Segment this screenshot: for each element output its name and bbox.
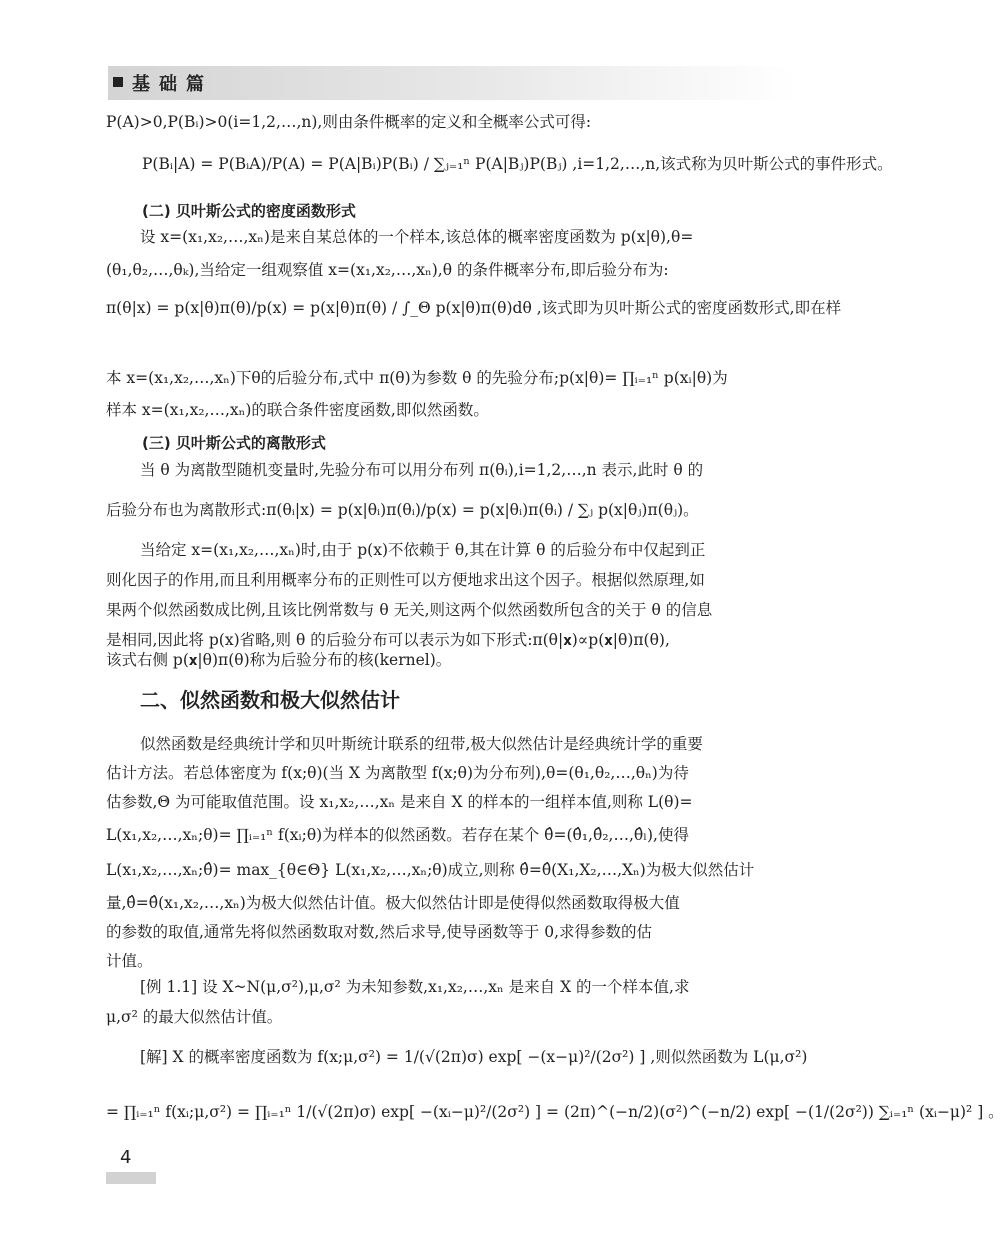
section-title: 二、似然函数和极大似然估计: [140, 688, 400, 712]
footer-bar: [106, 1172, 156, 1184]
running-header: 基础篇: [132, 74, 213, 95]
subheading: (三) 贝叶斯公式的离散形式: [142, 434, 326, 452]
text-line: 当给定 x=(x₁,x₂,…,xₙ)时,由于 p(x)不依赖于 θ,其在计算 θ 的后验分布中仅起到正: [140, 541, 706, 559]
text-line: 该式右侧 p(𝐱|θ)π(θ)称为后验分布的核(kernel)。: [106, 651, 452, 669]
formula-line: L(x₁,x₂,…,xₙ;θ̂)= max_{θ∈Θ} L(x₁,x₂,…,xₙ;θ)成立,则称 θ̂=θ̂(X₁,X₂,…,Xₙ)为极大似然估计: [106, 861, 755, 879]
text-line: 的参数的取值,通常先将似然函数取对数,然后求导,使导函数等于 0,求得参数的估: [106, 923, 652, 941]
text-line: P(A)>0,P(Bᵢ)>0(i=1,2,…,n),则由条件概率的定义和全概率公式可得:: [106, 113, 592, 131]
solution-line: [解] X 的概率密度函数为 f(x;μ,σ²) = 1/(√(2π)σ) exp[ −(x−μ)²/(2σ²) ] ,则似然函数为 L(μ,σ²): [140, 1048, 808, 1066]
subheading: (二) 贝叶斯公式的密度函数形式: [142, 202, 356, 220]
text-line: 似然函数是经典统计学和贝叶斯统计联系的纽带,极大似然估计是经典统计学的重要: [140, 735, 703, 753]
page-number: 4: [120, 1147, 132, 1168]
text-line: 设 x=(x₁,x₂,…,xₙ)是来自某总体的一个样本,该总体的概率密度函数为 p(x|θ),θ=: [140, 228, 694, 246]
example-line: [例 1.1] 设 X~N(μ,σ²),μ,σ² 为未知参数,x₁,x₂,…,xₙ 是来自 X 的一个样本值,求: [140, 978, 690, 996]
formula-line: P(Bᵢ|A) = P(BᵢA)/P(A) = P(A|Bᵢ)P(Bᵢ) / ∑ⱼ₌₁ⁿ P(A|Bⱼ)P(Bⱼ) ,i=1,2,…,n,该式称为贝叶斯公式的事件形式。: [142, 155, 893, 173]
text-line: 当 θ 为离散型随机变量时,先验分布可以用分布列 π(θᵢ),i=1,2,…,n 表示,此时 θ 的: [140, 461, 704, 479]
formula-line: π(θ|x) = p(x|θ)π(θ)/p(x) = p(x|θ)π(θ) / ∫_Θ p(x|θ)π(θ)dθ ,该式即为贝叶斯公式的密度函数形式,即在样: [106, 299, 842, 317]
text-line: 则化因子的作用,而且利用概率分布的正则性可以方便地求出这个因子。根据似然原理,如: [106, 571, 705, 589]
text-line: 是相同,因此将 p(x)省略,则 θ 的后验分布可以表示为如下形式:π(θ|𝐱)∝p(𝐱|θ)π(θ),: [106, 631, 670, 649]
text-line: 果两个似然函数成比例,且该比例常数与 θ 无关,则这两个似然函数所包含的关于 θ 的信息: [106, 601, 713, 619]
formula-line: L(x₁,x₂,…,xₙ;θ)= ∏ᵢ₌₁ⁿ f(xᵢ;θ)为样本的似然函数。若存在某个 θ̂=(θ̂₁,θ̂₂,…,θ̂ₗ),使得: [106, 826, 689, 844]
text-line: 估参数,Θ 为可能取值范围。设 x₁,x₂,…,xₙ 是来自 X 的样本的一组样本值,则称 L(θ)=: [106, 793, 693, 811]
text-line: 样本 x=(x₁,x₂,…,xₙ)的联合条件密度函数,即似然函数。: [106, 401, 489, 419]
text-line: 本 x=(x₁,x₂,…,xₙ)下θ的后验分布,式中 π(θ)为参数 θ 的先验分布;p(x|θ)= ∏ᵢ₌₁ⁿ p(xᵢ|θ)为: [106, 369, 728, 387]
formula-line: = ∏ᵢ₌₁ⁿ f(xᵢ;μ,σ²) = ∏ᵢ₌₁ⁿ 1/(√(2π)σ) exp[ −(xᵢ−μ)²/(2σ²) ] = (2π)^(−n/2)(σ²)^(−n/2) exp[ −(1/(2σ²)) ∑ᵢ₌₁ⁿ (xᵢ−μ)² ] 。: [106, 1103, 1004, 1121]
text-line: (θ₁,θ₂,…,θₖ),当给定一组观察值 x=(x₁,x₂,…,xₙ),θ 的条件概率分布,即后验分布为:: [106, 261, 669, 279]
text-line: 估计方法。若总体密度为 f(x;θ)(当 X 为离散型 f(x;θ)为分布列),θ=(θ₁,θ₂,…,θₙ)为待: [106, 764, 689, 782]
text-line: μ,σ² 的最大似然估计值。: [106, 1008, 283, 1026]
header-square-icon: [113, 77, 123, 87]
formula-line: 后验分布也为离散形式:π(θᵢ|x) = p(x|θᵢ)π(θᵢ)/p(x) = p(x|θᵢ)π(θᵢ) / ∑ⱼ p(x|θⱼ)π(θⱼ)。: [106, 501, 699, 519]
text-line: 量,θ̂=θ̂(x₁,x₂,…,xₙ)为极大似然估计值。极大似然估计即是使得似然函数取得极大值: [106, 894, 680, 912]
text-line: 计值。: [106, 952, 153, 970]
